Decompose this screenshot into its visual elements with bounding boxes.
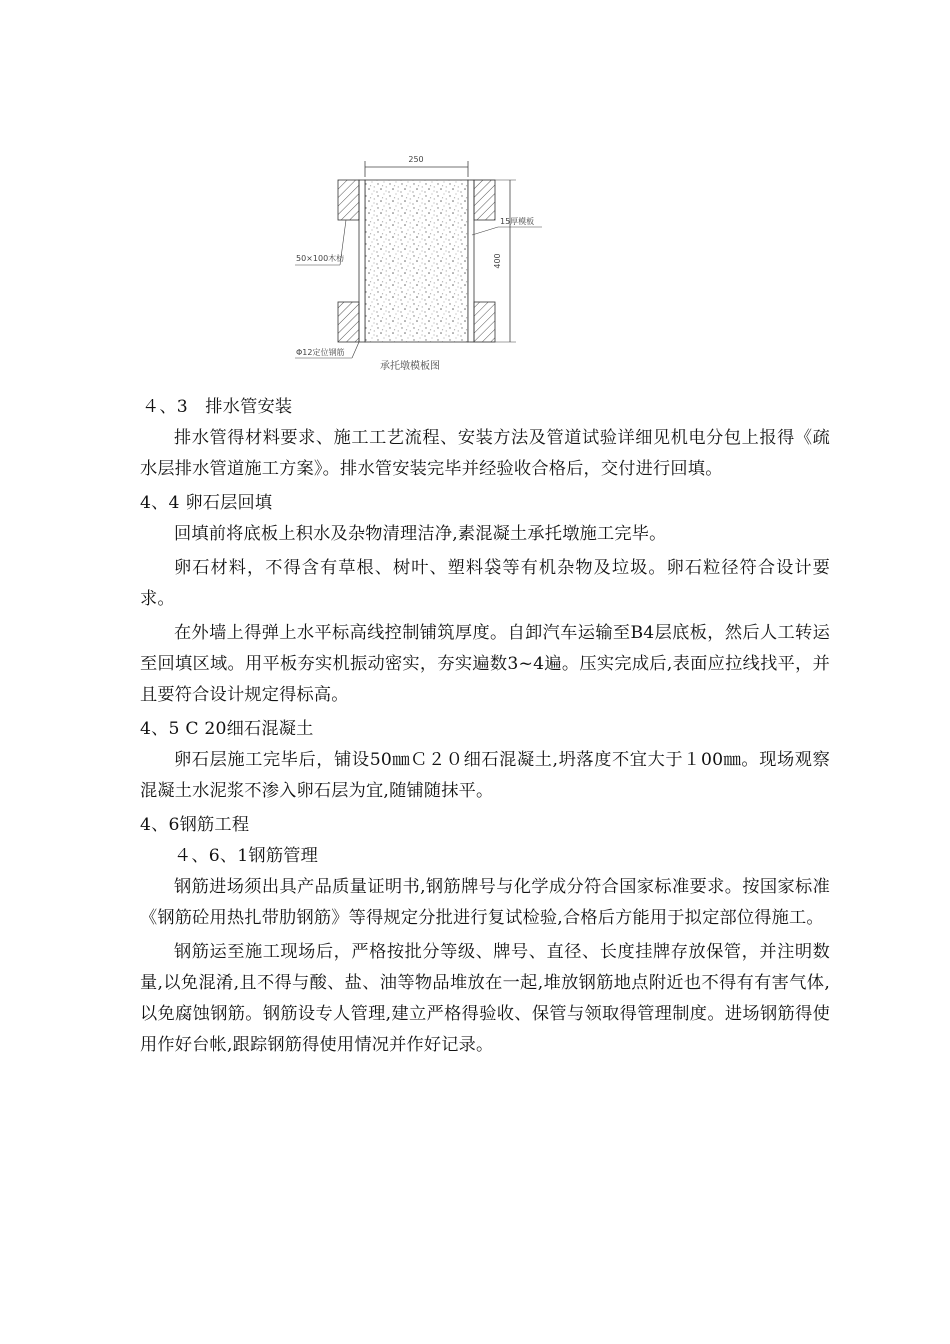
subsection-heading-4-6-1: ４、6、1钢筋管理: [174, 846, 318, 866]
concrete-core: [365, 180, 468, 342]
dim-height-label: 400: [493, 253, 502, 269]
timber-top-left: [338, 180, 359, 220]
formwork-diagram: [280, 145, 560, 375]
section-heading-4-5: 4、5 C 20细石混凝土: [140, 719, 314, 739]
figure-caption: 承托墩模板图: [380, 361, 440, 372]
paragraph: 钢筋运至施工现场后，严格按批分等级、牌号、直径、长度挂牌存放保管，并注明数量,以免混淆,且不得与酸、盐、油等物品堆放在一起,堆放钢筋地点附近也不得有有害气体,以免腐蚀钢筋。钢筋设专人管理,建立严格得验收、保管与领取得管理制度。进场钢筋得使用作好台帐,跟踪钢筋得使用情况并作好记录。: [140, 942, 830, 1055]
left-formwork-board: [359, 180, 365, 342]
paragraph: 排水管得材料要求、施工工艺流程、安装方法及管道试验详细见机电分包上报得《疏水层排水管道施工方案》。排水管安装完毕并经验收合格后，交付进行回填。: [140, 428, 830, 479]
section-heading-4-4: 4、4 卵石层回填: [140, 493, 273, 513]
timber-top-right: [474, 180, 495, 220]
section-heading-4-3: ４、3 排水管安装: [142, 397, 293, 417]
paragraph: 卵石材料，不得含有草根、树叶、塑料袋等有机杂物及垃圾。卵石粒径符合设计要求。: [140, 558, 830, 609]
paragraph: 钢筋进场须出具产品质量证明书,钢筋牌号与化学成分符合国家标准要求。按国家标准《钢筋砼用热扎带肋钢筋》等得规定分批进行复试检验,合格后方能用于拟定部位得施工。: [140, 877, 830, 928]
timber-bottom-right: [474, 302, 495, 342]
label-formwork: 15厚模板: [500, 217, 535, 226]
body-text: [140, 392, 830, 1061]
timber-bottom-left: [338, 302, 359, 342]
dim-width-label: 250: [408, 155, 424, 164]
right-formwork-board: [468, 180, 474, 342]
label-rebar: Φ12定位钢筋: [296, 348, 345, 357]
paragraph: 回填前将底板上积水及杂物清理洁净,素混凝土承托墩施工完毕。: [174, 524, 667, 544]
section-heading-4-6: 4、6钢筋工程: [140, 815, 250, 835]
formwork-drawing: [280, 145, 560, 375]
paragraph: 在外墙上得弹上水平标高线控制铺筑厚度。自卸汽车运输至B4层底板，然后人工转运至回填区域。用平板夯实机振动密实，夯实遍数3~4遍。压实完成后,表面应拉线找平，并且要符合设计规定得标高。: [140, 623, 830, 705]
label-timber: 50×100木枋: [296, 254, 345, 263]
paragraph: 卵石层施工完毕后，铺设50㎜Ｃ２０细石混凝土,坍落度不宜大于１00㎜。现场观察混凝土水泥浆不渗入卵石层为宜,随铺随抹平。: [140, 750, 830, 801]
